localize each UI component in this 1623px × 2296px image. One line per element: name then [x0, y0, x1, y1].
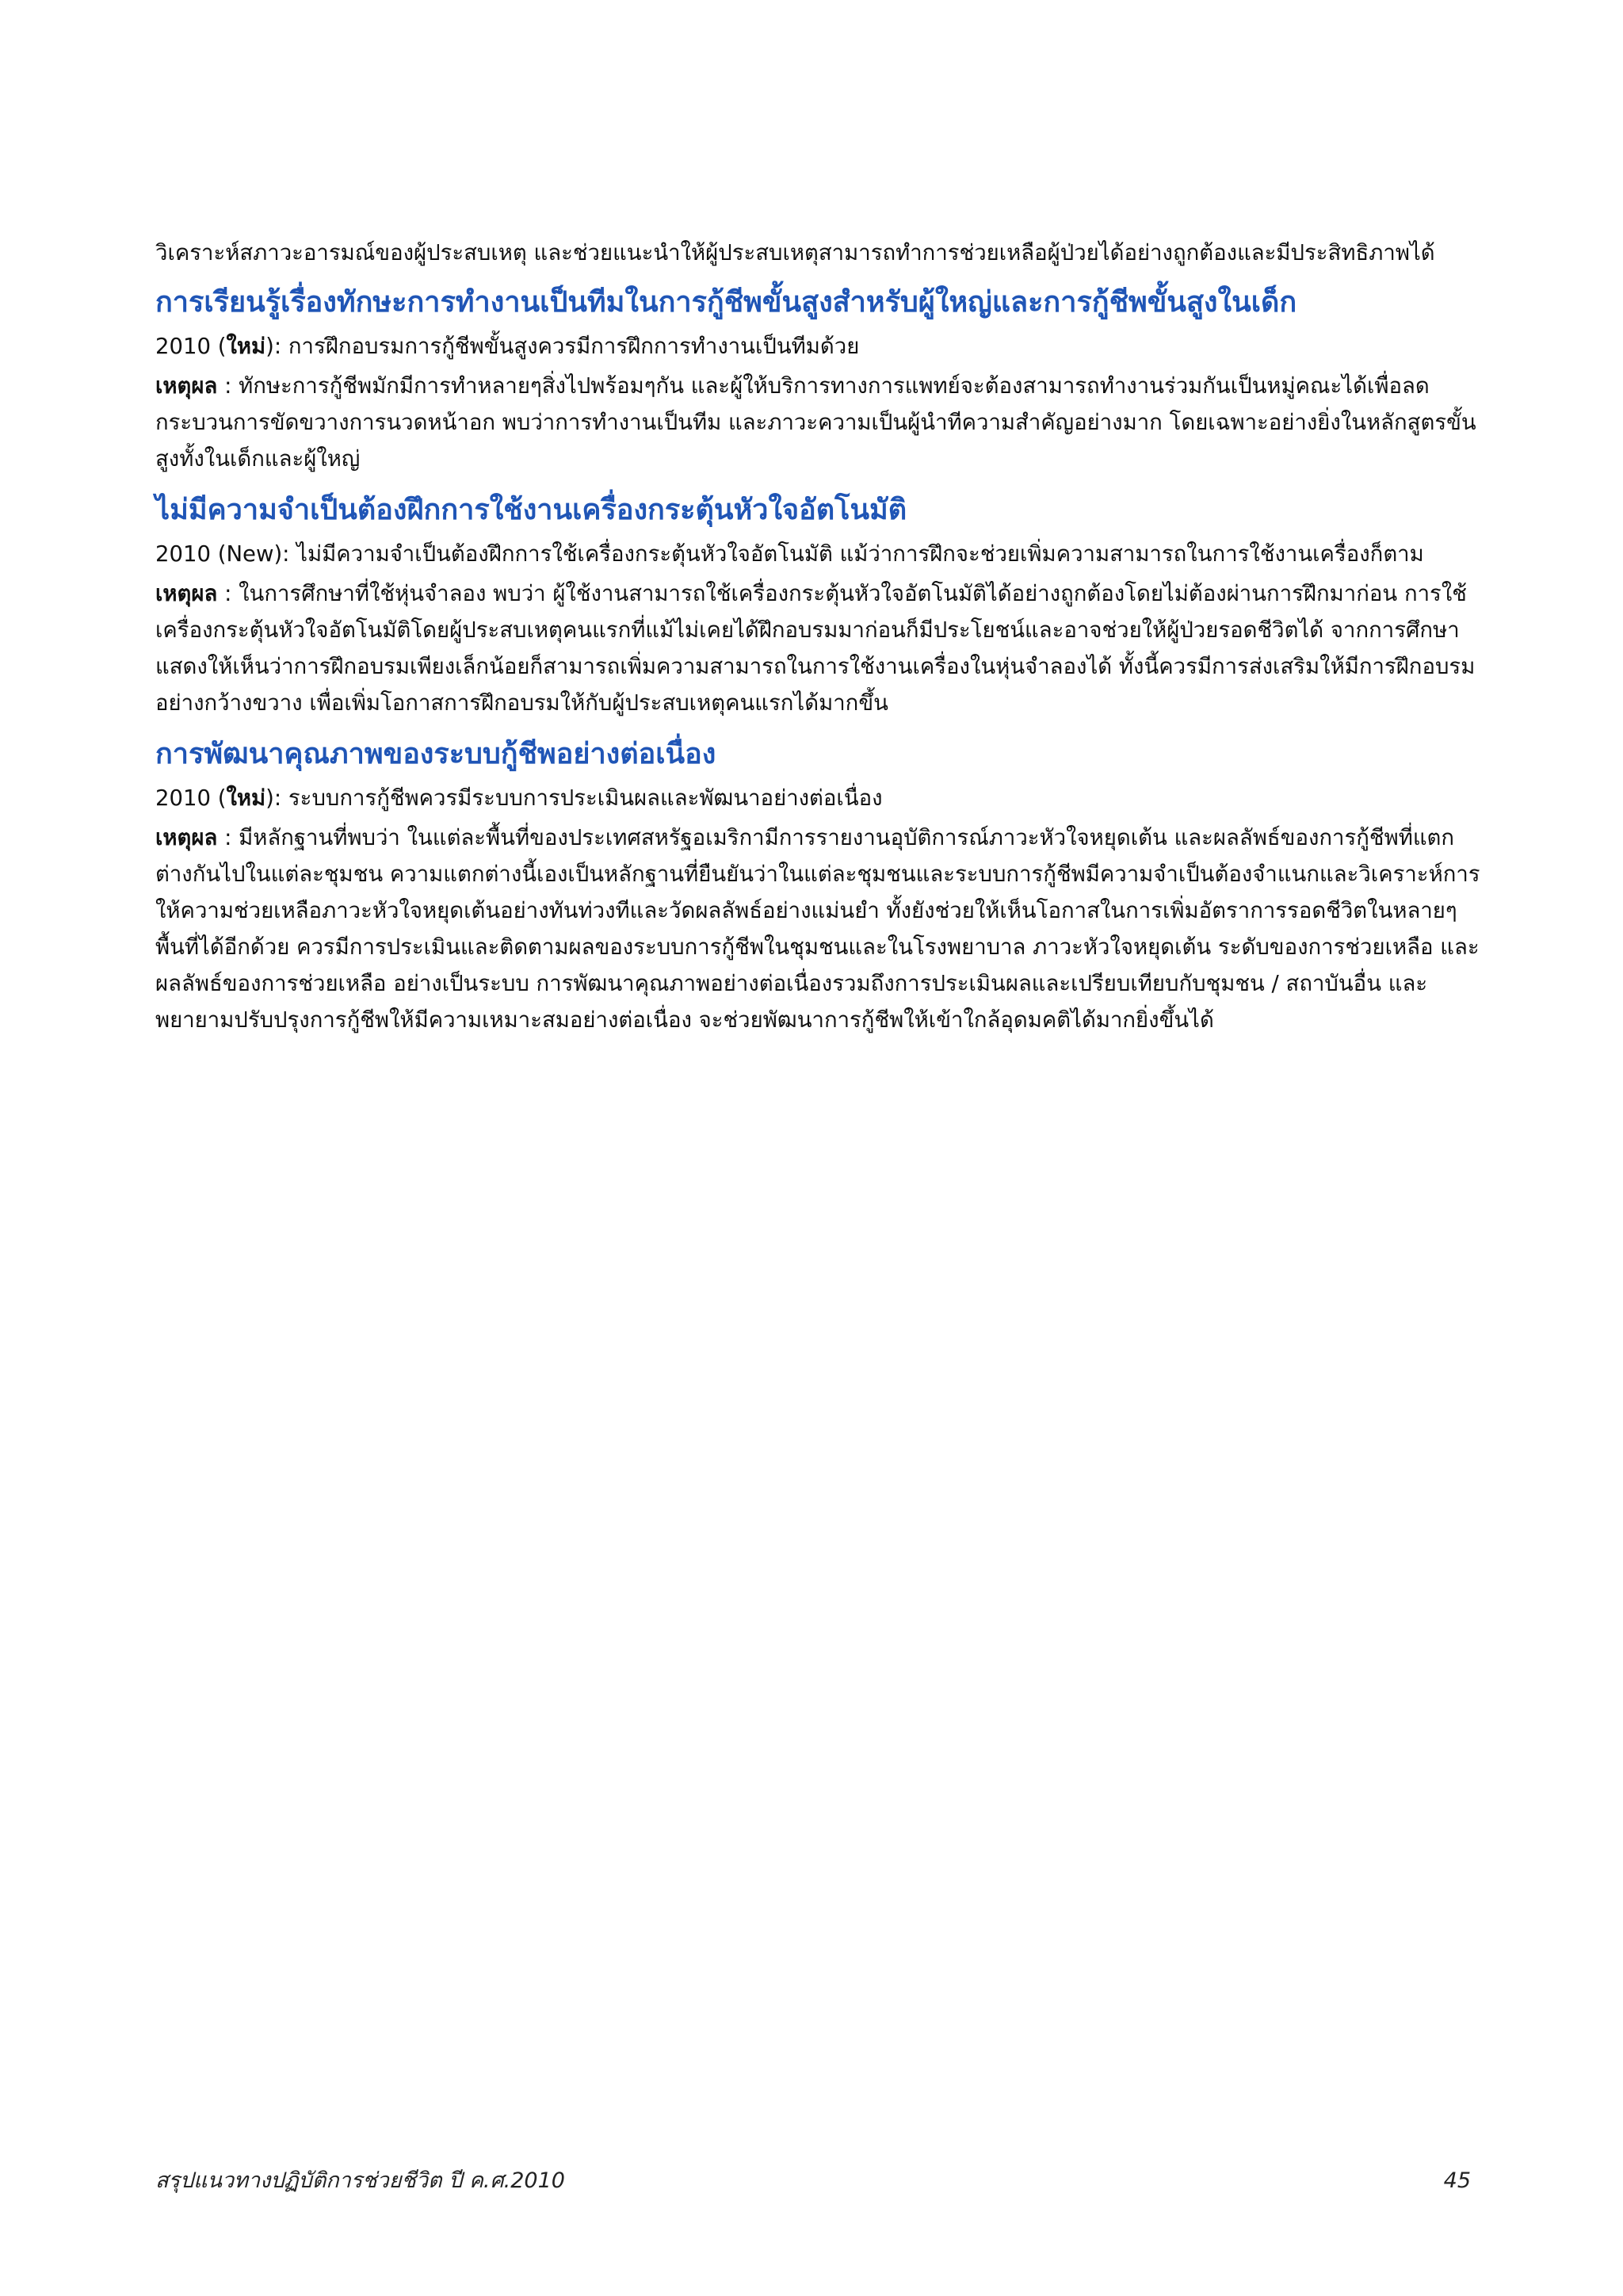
reason-label: เหตุผล [155, 581, 218, 606]
rec-text: ไม่มีความจำเป็นต้องฝึกการใช้เครื่องกระตุ้นหัวใจอัตโนมัติ แม้ว่าการฝึกจะช่วยเพิ่มความสามารถในการใช้งานเครื่องก็ตาม [296, 541, 1424, 567]
rec-year: 2010 ( [155, 541, 227, 567]
footer-title: สรุปแนวทางปฏิบัติการช่วยชีวิต ปี ค.ศ.2010 [155, 2168, 565, 2193]
rec-year: 2010 ( [155, 334, 227, 359]
document-body [155, 235, 1487, 1049]
section-heading: ไม่มีความจำเป็นต้องฝึกการใช้งานเครื่องกระตุ้นหัวใจอัตโนมัติ [155, 494, 907, 526]
reason-text: : ทักษะการกู้ชีพมักมีการทำหลายๆสิ่งไปพร้อมๆกัน และผู้ให้บริการทางการแพทย์จะต้องสามารถทำงานร่วมกันเป็นหมู่คณะได้เพื่อลดกระบวนการขัดขวางการนวดหน้าอก พบว่าการทำงานเป็นทีม และภาวะความเป็นผู้นำทีความสำคัญอย่างมาก โดยเฉพาะอย่างยิ่งในหลักสูตรขั้นสูงทั้งในเด็กและผู้ใหญ่ [155, 373, 1476, 472]
page-number: 45 [1443, 2168, 1471, 2193]
reason-paragraph [155, 819, 1487, 1038]
rec-tag: New [226, 541, 274, 567]
rec-text: ระบบการกู้ชีพควรมีระบบการประเมินผลและพัฒนาอย่างต่อเนื่อง [288, 785, 883, 811]
rec-suffix: ): [265, 785, 288, 811]
rec-tag: ใหม่ [226, 334, 266, 359]
section-teamwork [155, 281, 1487, 477]
reason-paragraph [155, 368, 1487, 477]
rec-text: การฝึกอบรมการกู้ชีพขั้นสูงควรมีการฝึกการทำงานเป็นทีมด้วย [288, 334, 860, 359]
section-quality-improvement [155, 732, 1487, 1038]
reason-label: เหตุผล [155, 373, 218, 399]
section-heading: การพัฒนาคุณภาพของระบบกู้ชีพอย่างต่อเนื่อง [155, 738, 716, 770]
recommendation-2010 [155, 536, 1487, 572]
recommendation-2010 [155, 328, 1487, 365]
reason-text: : ในการศึกษาที่ใช้หุ่นจำลอง พบว่า ผู้ใช้งานสามารถใช้เครื่องกระตุ้นหัวใจอัตโนมัติได้อย่างถูกต้องโดยไม่ต้องผ่านการฝึกมาก่อน การใช้เครื่องกระตุ้นหัวใจอัตโนมัติโดยผู้ประสบเหตุคนแรกที่แม้ไม่เคยได้ฝึกอบรมมาก่อนก็มีประโยชน์และอาจช่วยให้ผู้ป่วยรอดชีวิตได้ จากการศึกษาแสดงให้เห็นว่าการฝึกอบรมเพียงเล็กน้อยก็สามารถเพิ่มความสามารถในการใช้งานเครื่องในหุ่นจำลองได้ ทั้งนี้ควรมีการส่งเสริมให้มีการฝึกอบรมอย่างกว้างขวาง เพื่อเพิ่มโอกาสการฝึกอบรมให้กับผู้ประสบเหตุคนแรกได้มากขึ้น [155, 581, 1476, 716]
intro-paragraph: วิเคราะห์สภาวะอารมณ์ของผู้ประสบเหตุ และช่วยแนะนำให้ผู้ประสบเหตุสามารถทำการช่วยเหลือผู้ป่วยได้อย่างถูกต้องและมีประสิทธิภาพได้ [155, 240, 1435, 266]
section-heading: การเรียนรู้เรื่องทักษะการทำงานเป็นทีมในการกู้ชีพขั้นสูงสำหรับผู้ใหญ่และการกู้ชีพขั้นสูงในเด็ก [155, 286, 1297, 319]
reason-label: เหตุผล [155, 825, 218, 850]
reason-paragraph [155, 575, 1487, 721]
rec-suffix: ): [265, 334, 288, 359]
recommendation-2010 [155, 780, 1487, 816]
section-aed-training [155, 488, 1487, 721]
rec-year: 2010 ( [155, 785, 227, 811]
rec-suffix: ): [273, 541, 297, 567]
rec-tag: ใหม่ [226, 785, 266, 811]
reason-text: : มีหลักฐานที่พบว่า ในแต่ละพื้นที่ของประเทศสหรัฐอเมริกามีการรายงานอุบัติการณ์ภาวะหัวใจหยุดเต้น และผลลัพธ์ของการกู้ชีพที่แตกต่างกันไปในแต่ละชุมชน ความแตกต่างนี้เองเป็นหลักฐานที่ยืนยันว่าในแต่ละชุมชนและระบบการกู้ชีพมีความจำเป็นต้องจำแนกและวิเคราะห์การให้ความช่วยเหลือภาวะหัวใจหยุดเต้นอย่างทันท่วงทีและวัดผลลัพธ์อย่างแม่นยำ ทั้งยังช่วยให้เห็นโอกาสในการเพิ่มอัตราการรอดชีวิตในหลายๆพื้นที่ได้อีกด้วย ควรมีการประเมินและติดตามผลของระบบการกู้ชีพในชุมชนและในโรงพยาบาล ภาวะหัวใจหยุดเต้น ระดับของการช่วยเหลือ และ ผลลัพธ์ของการช่วยเหลือ อย่างเป็นระบบ การพัฒนาคุณภาพอย่างต่อเนื่องรวมถึงการประเมินผลและเปรียบเทียบกับชุมชน / สถาบันอื่น และพยายามปรับปรุงการกู้ชีพให้มีความเหมาะสมอย่างต่อเนื่อง จะช่วยพัฒนาการกู้ชีพให้เข้าใกล้อุดมคติได้มากยิ่งขึ้นได้ [155, 825, 1480, 1033]
